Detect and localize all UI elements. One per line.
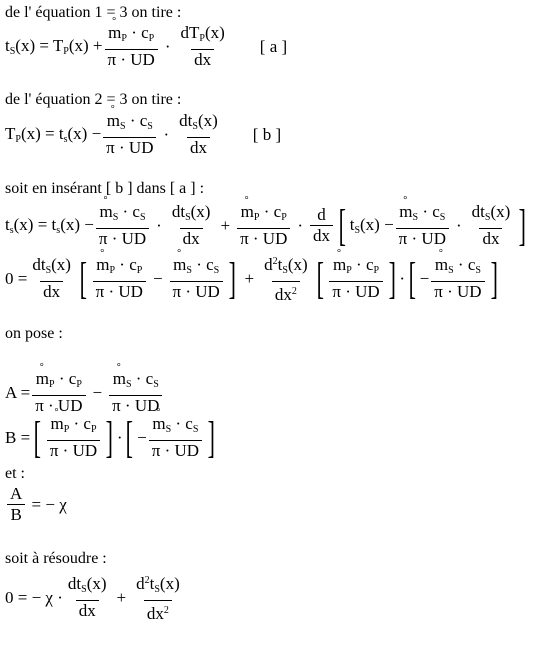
- text-line-4: on pose :: [5, 325, 63, 342]
- equation-b: $T_P(x) = t_s(x)$ − $\frac{m ^\circ_S \cdot c_S}{\pi \cdot UD}$ · $\frac{dt_S(x)}{dx}$ [ b ]: [5, 112, 281, 157]
- equation-B: B = [ $\frac{m ^\circ_P \cdot c_P}{\pi \cdot UD}$ ] · [ − $\frac{m ^\circ_S \cdot c_S}{\pi \cdot UD}$ ]: [5, 415, 219, 460]
- equation-A: A = $\frac{m ^\circ_P \cdot c_P}{\pi \cdot UD}$ − $\frac{m ^\circ_S \cdot c_S}{\pi \cdot UD}$: [5, 370, 164, 415]
- equation-ratio: $\frac{A}{B}$ = − χ: [5, 485, 67, 524]
- text-line-3: soit en insérant [ b ] dans [ a ] :: [5, 180, 205, 197]
- equation-a: $t_S(x) = T_P(x)$ + $\frac{m ^\circ_P \cdot c_P}{\pi \cdot UD}$ · $\frac{dT_P(x)}{dx}$ [ a ]: [5, 24, 287, 69]
- tag-b: [ b ]: [252, 124, 282, 144]
- text-line-5: et :: [5, 465, 25, 482]
- text-line-6: soit à résoudre :: [5, 550, 107, 567]
- equation-substituted: $t_s(x) = t_s(x)$ − $\frac{m ^\circ_S \cdot c_S}{\pi \cdot UD}$ · $\frac{dt_S(x)}{dx}$ + $\frac{m ^\circ_P \cdot c_P}{\pi \cdot UD}$ · $\frac{d}{dx}$ [ $t_S(x)$ − $\frac{m ^\circ_S \cdot c_S}{\pi \cdot UD}$ · $\frac{dt_S(x)}{dx}$ ]: [5, 203, 530, 248]
- text-line-2: de l' équation 2 = 3 on tire :: [5, 91, 182, 108]
- equation-zero: 0 = $\frac{dt_S(x)}{dx}$ [ $\frac{m ^\circ_P \cdot c_P}{\pi \cdot UD}$ − $\frac{m ^\circ_S \cdot c_S}{\pi \cdot UD}$ ] + $\frac{d^2t_S(x)}{dx^2}$ [ $\frac{m ^\circ_P \cdot c_P}{\pi \cdot UD}$ ] · [ − $\frac{m ^\circ_S \cdot c_S}{\pi \cdot UD}$ ]: [5, 253, 501, 304]
- text-line-1: de l' équation 1 = 3 on tire :: [5, 4, 182, 21]
- equation-final: 0 = − χ · $\frac{dt_S(x)}{dx}$ + $\frac{d^2t_S(x)}{dx^2}$: [5, 574, 180, 623]
- tag-a: [ a ]: [259, 36, 288, 56]
